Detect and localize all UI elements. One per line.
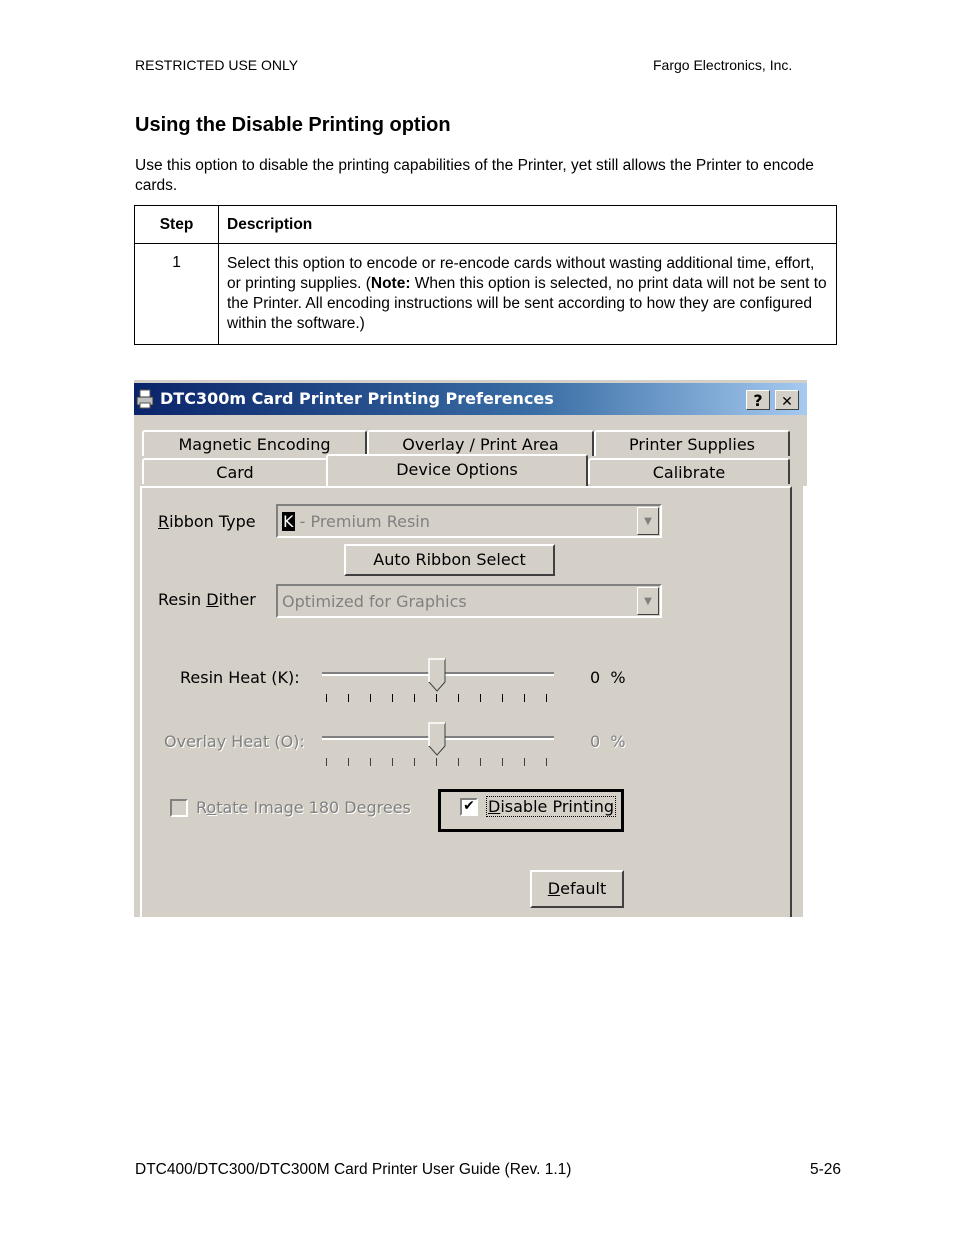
overlay-heat-label: Overlay Heat (O): bbox=[164, 732, 305, 751]
resin-heat-value: 0 % bbox=[590, 668, 626, 687]
resin-heat-slider-thumb[interactable] bbox=[428, 658, 446, 692]
close-icon: ✕ bbox=[781, 394, 793, 410]
tab-overlay-print-area[interactable]: Overlay / Print Area bbox=[367, 430, 594, 456]
table-header-description: Description bbox=[219, 206, 837, 244]
tab-card[interactable]: Card bbox=[142, 458, 328, 484]
steps-table bbox=[134, 205, 837, 345]
table-header-step: Step bbox=[135, 206, 219, 244]
resin-dither-value: Optimized for Graphics bbox=[282, 592, 467, 611]
chevron-down-icon[interactable]: ▼ bbox=[637, 507, 659, 535]
disable-printing-label[interactable]: Disable Printing bbox=[488, 797, 614, 816]
rotate-image-label: Rotate Image 180 Degrees bbox=[196, 798, 411, 817]
resin-dither-label: Resin Dither bbox=[158, 590, 256, 609]
table-row bbox=[135, 244, 837, 345]
overlay-heat-value: 0 % bbox=[590, 732, 626, 751]
dialog-titlebar[interactable] bbox=[134, 383, 807, 415]
step-number: 1 bbox=[135, 244, 219, 345]
auto-ribbon-select-button[interactable]: Auto Ribbon Select bbox=[344, 544, 555, 576]
tab-printer-supplies[interactable]: Printer Supplies bbox=[594, 430, 790, 456]
default-button[interactable]: Default bbox=[530, 870, 624, 908]
printer-icon bbox=[136, 389, 154, 409]
printing-preferences-dialog bbox=[134, 380, 807, 917]
tab-calibrate[interactable]: Calibrate bbox=[588, 458, 790, 484]
close-button[interactable] bbox=[775, 390, 799, 410]
step-description-note: When this option is selected, no print data will not be sent to the Printer. All encoding instructions will be sent according to how they are configured within the software.) bbox=[227, 275, 827, 332]
header-company: Fargo Electronics, Inc. bbox=[653, 57, 793, 73]
help-button[interactable]: ? bbox=[746, 390, 770, 410]
section-title: Using the Disable Printing option bbox=[135, 114, 451, 136]
dialog-title: DTC300m Card Printer Printing Preferences bbox=[160, 389, 554, 408]
chevron-down-icon[interactable]: ▼ bbox=[637, 587, 659, 615]
step-description-text: Select this option to encode or re-encode cards without wasting additional time, effort, or printing supplies. ( bbox=[227, 255, 815, 292]
ribbon-type-select[interactable] bbox=[276, 504, 662, 538]
note-label: Note: bbox=[370, 275, 411, 292]
resin-dither-select[interactable] bbox=[276, 584, 662, 618]
rotate-image-checkbox bbox=[170, 799, 188, 817]
step-description bbox=[219, 244, 837, 345]
footer-page-number: 5-26 bbox=[810, 1161, 842, 1178]
disable-printing-checkbox[interactable]: ✔ bbox=[460, 798, 478, 816]
device-options-panel bbox=[140, 486, 792, 917]
dialog-right-edge bbox=[803, 486, 807, 917]
tab-device-options[interactable]: Device Options bbox=[326, 454, 588, 486]
resin-heat-label: Resin Heat (K): bbox=[180, 668, 300, 687]
overlay-heat-slider-thumb bbox=[428, 722, 446, 756]
ribbon-type-label: Ribbon Type bbox=[158, 512, 256, 531]
ribbon-type-value: K - Premium Resin bbox=[283, 512, 430, 531]
table-header-row bbox=[135, 206, 837, 244]
header-restricted: RESTRICTED USE ONLY bbox=[135, 57, 299, 73]
intro-paragraph: Use this option to disable the printing capabilities of the Printer, yet still allows the Printer to encode cards. bbox=[135, 157, 814, 194]
footer-guide-title: DTC400/DTC300/DTC300M Card Printer User Guide (Rev. 1.1) bbox=[135, 1161, 572, 1178]
tab-magnetic-encoding[interactable]: Magnetic Encoding bbox=[142, 430, 367, 456]
